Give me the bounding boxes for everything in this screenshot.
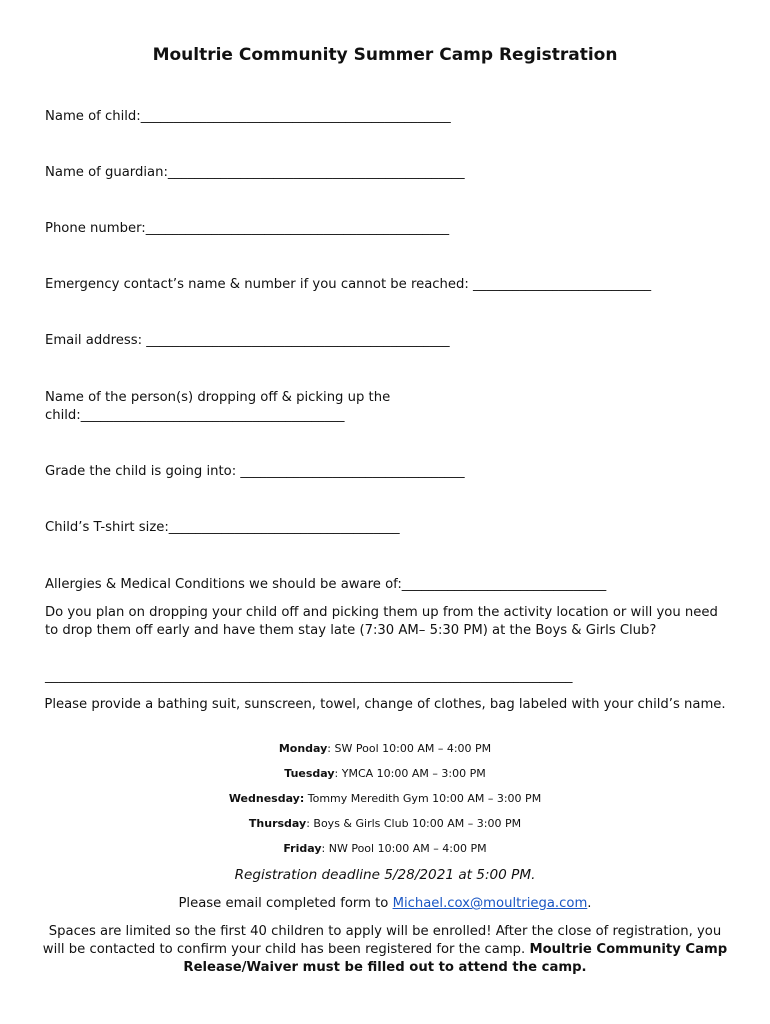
schedule-monday <box>0 742 770 755</box>
waiver-notice: Moultrie Community Camp Release/Waiver must be filled out to attend the camp. <box>183 942 728 975</box>
dropoff-field[interactable]: child:________________________________________ <box>45 408 345 423</box>
schedule-tuesday <box>0 767 770 780</box>
schedule-day: Friday <box>283 842 322 855</box>
schedule-detail: NW Pool 10:00 AM – 4:00 PM <box>325 842 487 855</box>
allergies-field[interactable]: Allergies & Medical Conditions we should be aware of:_______________________________ <box>45 577 607 592</box>
emergency-contact-field[interactable]: Emergency contact’s name & number if you cannot be reached: ___________________________ <box>45 277 652 292</box>
child-name-field[interactable]: Name of child:_______________________________________________ <box>45 109 451 124</box>
schedule-day: Wednesday: <box>228 792 305 805</box>
schedule-thursday <box>0 817 770 830</box>
schedule-detail: Boys & Girls Club 10:00 AM – 3:00 PM <box>309 817 522 830</box>
email-note <box>40 895 730 913</box>
dropoff-answer-line[interactable]: ________________________________________________________________________________ <box>45 669 573 684</box>
bring-note: Please provide a bathing suit, sunscreen, towel, change of clothes, bag labeled with your child’s name. <box>44 697 726 712</box>
grade-field[interactable]: Grade the child is going into: __________________________________ <box>45 464 465 479</box>
schedule-sep: : <box>306 817 310 830</box>
closing-text: Spaces are limited so the first 40 children to apply will be enrolled! After the close of registration, you will be contacted to confirm your child has been registered for the camp. <box>42 924 722 957</box>
schedule-day: Thursday <box>248 817 307 830</box>
dropoff-label: Name of the person(s) dropping off & picking up the <box>45 390 391 405</box>
schedule-friday <box>0 842 770 855</box>
schedule-detail: Tommy Meredith Gym 10:00 AM – 3:00 PM <box>304 792 542 805</box>
tshirt-size-field[interactable]: Child’s T-shirt size:___________________________________ <box>45 520 400 535</box>
schedule-sep: : <box>334 767 339 780</box>
schedule-detail: SW Pool 10:00 AM – 4:00 PM <box>331 742 492 755</box>
schedule-sep: : <box>327 742 332 755</box>
email-field[interactable]: Email address: ______________________________________________ <box>45 333 450 348</box>
registration-deadline: Registration deadline 5/28/2021 at 5:00 PM. <box>234 867 536 883</box>
dropoff-question: Do you plan on dropping your child off and picking them up from the activity location or will you need to drop them off early and have them stay late (7:30 AM– 5:30 PM) at the Boys & Girls Club? <box>45 605 718 638</box>
closing-note <box>40 923 730 977</box>
email-note-suffix: . <box>587 896 592 911</box>
phone-field[interactable]: Phone number:______________________________________________ <box>45 221 450 236</box>
schedule-day: Tuesday <box>284 767 335 780</box>
guardian-name-field[interactable]: Name of guardian:_____________________________________________ <box>45 165 465 180</box>
schedule-wednesday <box>0 792 770 805</box>
contact-email-link[interactable]: Michael.cox@moultriega.com <box>392 896 588 911</box>
schedule-detail: YMCA 10:00 AM – 3:00 PM <box>338 767 486 780</box>
email-note-prefix: Please email completed form to <box>178 896 393 911</box>
schedule-day: Monday <box>278 742 328 755</box>
schedule-sep: : <box>321 842 326 855</box>
page-title: Moultrie Community Summer Camp Registration <box>152 45 618 65</box>
